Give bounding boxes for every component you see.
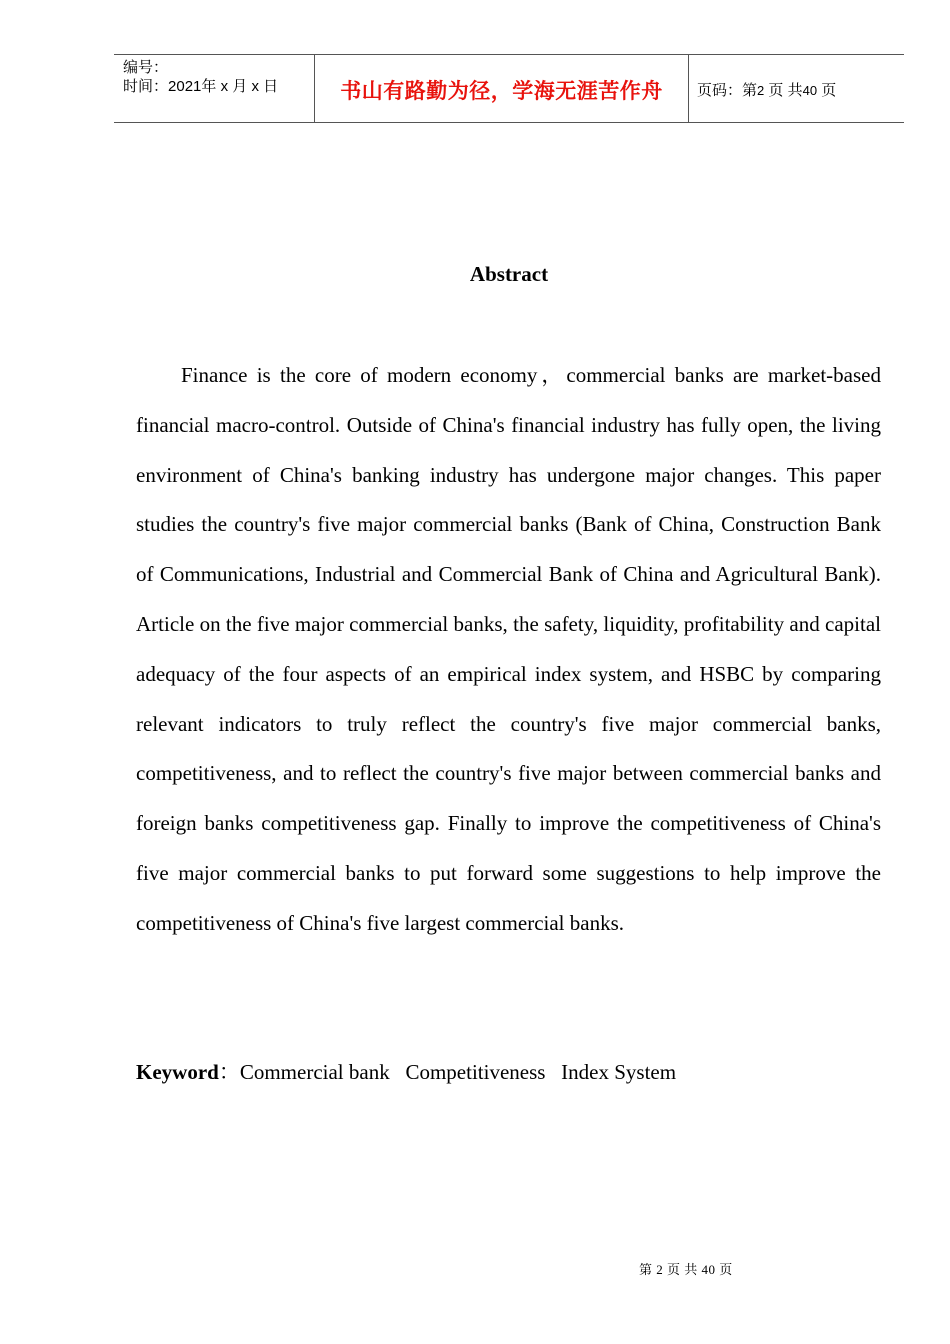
page-counter: 页码：第2 页 共40 页	[697, 82, 837, 99]
keyword-label: Keyword	[136, 1060, 219, 1084]
number-label: 编号：	[123, 59, 169, 76]
header-motto-cell	[315, 55, 689, 122]
keyword-list: Commercial bank Competitiveness Index System	[239, 1060, 677, 1084]
abstract-title: Abstract	[469, 262, 549, 286]
keywords-line	[136, 1056, 676, 1088]
time-line: 时间：2021年 x 月 x 日	[123, 78, 279, 95]
motto-text: 书山有路勤为径，学海无涯苦作舟	[340, 78, 663, 103]
header-info-cell	[114, 55, 315, 122]
header-page-cell	[689, 55, 904, 122]
page-header	[114, 54, 904, 123]
abstract-body: Finance is the core of modern economy，commercial banks are market-based financial macro-control. Outside of China's financial industry has fully open, the living environment of China's banking industry has undergone major changes. This paper studies the country's five major commercial banks (Bank of China, Construction Bank of Communications, Industrial and Commercial Bank of China and Agricultural Bank). Article on the five major commercial banks, the safety, liquidity, profitability and capital adequacy of the four aspects of an empirical index system, and HSBC by comparing relevant indicators to truly reflect the country's five major commercial banks, competitiveness, and to reflect the country's five major between commercial banks and foreign banks competitiveness gap. Finally to improve the competitiveness of China's five major commercial banks to put forward some suggestions to help improve the competitiveness of China's five largest commercial banks.	[136, 363, 881, 935]
keyword-separator: ：	[218, 1060, 240, 1084]
page-footer: 第 2 页 共 40 页	[639, 1262, 733, 1277]
